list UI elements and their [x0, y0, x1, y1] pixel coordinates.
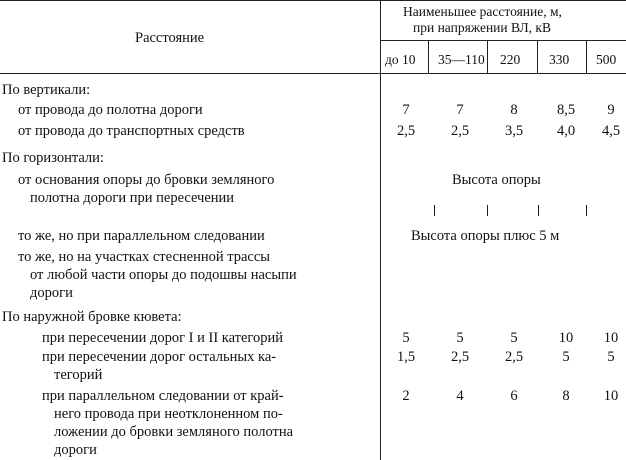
- section-ditch-title: По наружной бровке кювета:: [2, 309, 182, 325]
- header-bottom-rule: [0, 73, 626, 74]
- ditch-row3-v10: 2: [402, 388, 410, 404]
- vertical-row1-v35: 7: [456, 102, 464, 118]
- voltage-col-divider-2: [487, 40, 488, 74]
- ditch-row3-v220: 6: [510, 388, 518, 404]
- vertical-row2-label: от провода до транспортных средств: [18, 123, 245, 139]
- vertical-row1-v10: 7: [402, 102, 410, 118]
- vertical-row1-label: от провода до полотна дороги: [18, 102, 203, 118]
- voltage-header-10: до 10: [385, 52, 416, 67]
- tick-1: [434, 205, 435, 216]
- ditch-row2-line1: при пересечении дорог остальных ка-: [42, 349, 277, 365]
- section-horizontal-title: По горизонтали:: [2, 150, 104, 166]
- voltage-col-divider-3: [537, 40, 538, 74]
- voltage-header-220: 220: [500, 52, 521, 67]
- vertical-row2-v330: 4,0: [556, 123, 576, 139]
- horizontal-row2-label: то же, но при параллельном следовании: [18, 228, 265, 244]
- vertical-row2-v500: 4,5: [601, 123, 621, 139]
- horizontal-row3-line1: то же, но на участках стесненной трассы: [18, 249, 271, 265]
- horizontal-row1-value: Высота опоры: [452, 172, 541, 188]
- ditch-row1-v35: 5: [456, 330, 464, 346]
- ditch-row3-line4: дороги: [54, 442, 97, 458]
- top-rule: [0, 0, 626, 1]
- header-mid-rule: [380, 40, 626, 41]
- horizontal-row2-value: Высота опоры плюс 5 м: [411, 228, 560, 244]
- label-column-divider: [380, 0, 381, 460]
- ditch-row2-line2: тегорий: [54, 367, 103, 383]
- ditch-row3-line1: при параллельном следовании от край-: [42, 388, 284, 404]
- vertical-row2-v35: 2,5: [450, 123, 470, 139]
- voltage-header-500: 500: [596, 52, 617, 67]
- ditch-row2-v500: 5: [607, 349, 615, 365]
- tick-4: [586, 205, 587, 216]
- tick-3: [538, 205, 539, 216]
- voltage-title-line1: Наименьшее расстояние, м,: [403, 4, 562, 19]
- ditch-row1-v330: 10: [558, 330, 574, 346]
- ditch-row2-v220: 2,5: [504, 349, 524, 365]
- ditch-row3-v35: 4: [456, 388, 464, 404]
- horizontal-row1-line2: полотна дороги при пересечении: [30, 190, 235, 206]
- distance-column-header: Расстояние: [135, 30, 205, 46]
- voltage-header-330: 330: [549, 52, 570, 67]
- horizontal-row3-line3: дороги: [30, 285, 73, 301]
- ditch-row3-v500: 10: [603, 388, 619, 404]
- ditch-row3-v330: 8: [562, 388, 570, 404]
- ditch-row1-label: при пересечении дорог I и II категорий: [42, 330, 284, 346]
- ditch-row1-v10: 5: [402, 330, 410, 346]
- vertical-row2-v10: 2,5: [396, 123, 416, 139]
- vertical-row1-v220: 8: [510, 102, 518, 118]
- ditch-row3-line2: него провода при неотклоненном по-: [54, 406, 283, 422]
- horizontal-row1-line1: от основания опоры до бровки земляного: [18, 172, 275, 188]
- ditch-row1-v500: 10: [603, 330, 619, 346]
- ditch-row2-v330: 5: [562, 349, 570, 365]
- ditch-row3-line3: ложении до бровки земляного полотна: [54, 424, 294, 440]
- vertical-row2-v220: 3,5: [504, 123, 524, 139]
- tick-2: [487, 205, 488, 216]
- voltage-col-divider-4: [586, 40, 587, 74]
- horizontal-row3-line2: от любой части опоры до подошвы насыпи: [30, 267, 297, 283]
- voltage-header-35-110: 35—110: [438, 52, 485, 67]
- vertical-row1-v500: 9: [607, 102, 615, 118]
- section-vertical-title: По вертикали:: [2, 82, 91, 98]
- ditch-row2-v10: 1,5: [396, 349, 416, 365]
- voltage-title-line2: при напряжении ВЛ, кВ: [413, 20, 551, 35]
- voltage-col-divider-1: [428, 40, 429, 74]
- ditch-row2-v35: 2,5: [450, 349, 470, 365]
- vertical-row1-v330: 8,5: [556, 102, 576, 118]
- ditch-row1-v220: 5: [510, 330, 518, 346]
